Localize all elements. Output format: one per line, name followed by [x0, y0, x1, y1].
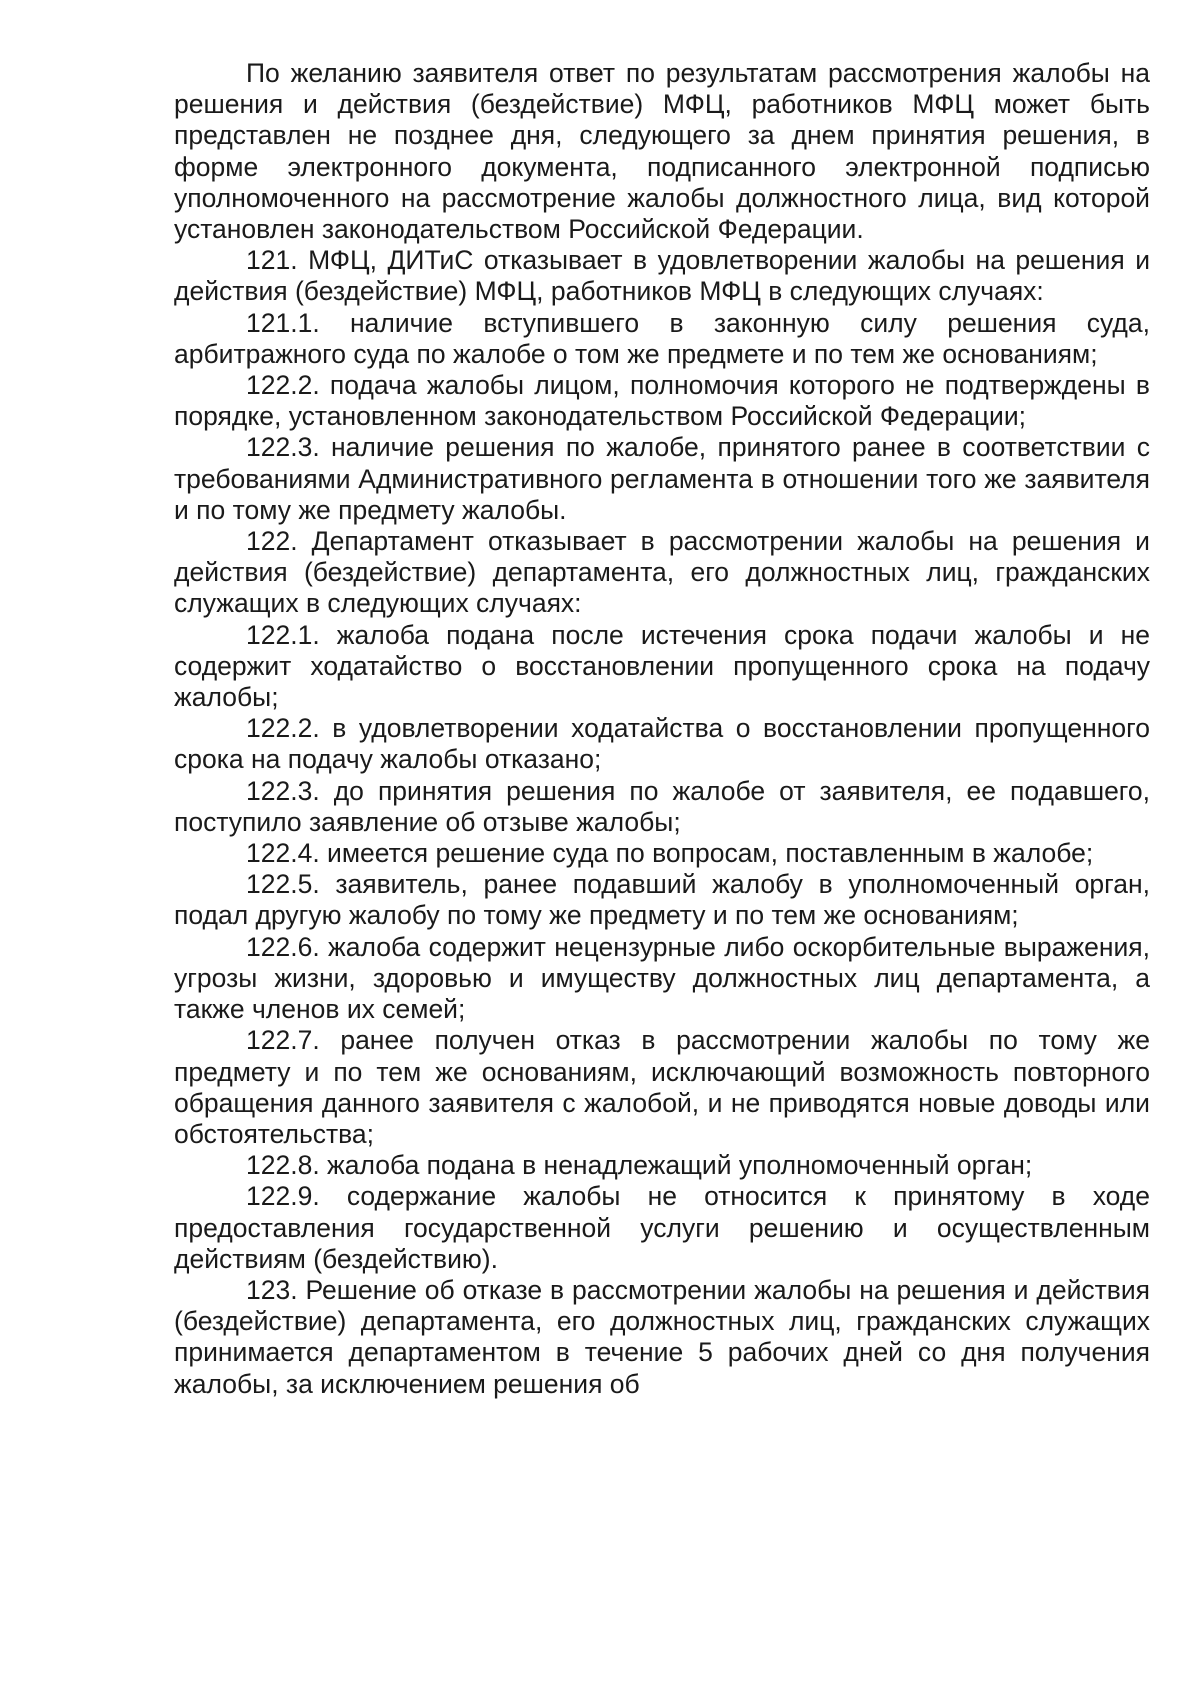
paragraph-122-3-b: 122.3. до принятия решения по жалобе от заявителя, ее подавшего, поступило заявление об отзыве жалобы; — [174, 775, 1150, 837]
paragraph-122-7: 122.7. ранее получен отказ в рассмотрении жалобы по тому же предмету и по тем же основаниям, исключающий возможность повторного обращения данного заявителя с жалобой, и не приводятся новые доводы или обстоятельства; — [174, 1025, 1150, 1149]
paragraph-122-4: 122.4. имеется решение суда по вопросам, поставленным в жалобе; — [246, 838, 1094, 869]
paragraph-121: 121. МФЦ, ДИТиС отказывает в удовлетворении жалобы на решения и действия (бездействие) МФЦ, работников МФЦ в следующих случаях: — [174, 245, 1150, 307]
paragraph-123: 123. Решение об отказе в рассмотрении жалобы на решения и действия (бездействие) департамента, его должностных лиц, гражданских служащих принимается департаментом в течение 5 рабочих дней со дня получения жалобы, за исключением решения об — [174, 1274, 1150, 1399]
paragraph-122-9: 122.9. содержание жалобы не относится к принятому в ходе предоставления государственной услуги решению и осуществленным действиям (бездействию). — [174, 1181, 1150, 1274]
paragraph-122-5: 122.5. заявитель, ранее подавший жалобу в уполномоченный орган, подал другую жалобу по тому же предмету и по тем же основаниям; — [174, 869, 1150, 931]
paragraph-122-3-a: 122.3. наличие решения по жалобе, принятого ранее в соответствии с требованиями Административного регламента в отношении того же заявителя и по тому же предмету жалобы. — [174, 432, 1150, 525]
paragraph-122-6: 122.6. жалоба содержит нецензурные либо оскорбительные выражения, угрозы жизни, здоровью и имуществу должностных лиц департамента, а также членов их семей; — [174, 931, 1150, 1025]
paragraph-122-8: 122.8. жалоба подана в ненадлежащий уполномоченный орган; — [246, 1150, 1033, 1181]
paragraph-122-1: 122.1. жалоба подана после истечения срока подачи жалобы и не содержит ходатайство о восстановлении пропущенного срока на подачу жалобы; — [174, 619, 1150, 713]
paragraph-122: 122. Департамент отказывает в рассмотрении жалобы на решения и действия (бездействие) департамента, его должностных лиц, гражданских служащих в следующих случаях: — [174, 526, 1150, 619]
paragraph-122-2-a: 122.2. подача жалобы лицом, полномочия которого не подтверждены в порядке, установленном законодательством Российской Федерации; — [174, 370, 1150, 432]
paragraph-response-form: По желанию заявителя ответ по результатам рассмотрения жалобы на решения и действия (бездействие) МФЦ, работников МФЦ может быть представлен не позднее дня, следующего за днем принятия решения, в форме электронного документа, подписанного электронной подписью уполномоченного на рассмотрение жалобы должностного лица, вид которой установлен законодательством Российской Федерации. — [174, 58, 1150, 245]
paragraph-121-1: 121.1. наличие вступившего в законную силу решения суда, арбитражного суда по жалобе о том же предмете и по тем же основаниям; — [174, 307, 1150, 369]
paragraph-122-2-b: 122.2. в удовлетворении ходатайства о восстановлении пропущенного срока на подачу жалобы отказано; — [174, 713, 1150, 775]
document-page — [174, 58, 1150, 1400]
